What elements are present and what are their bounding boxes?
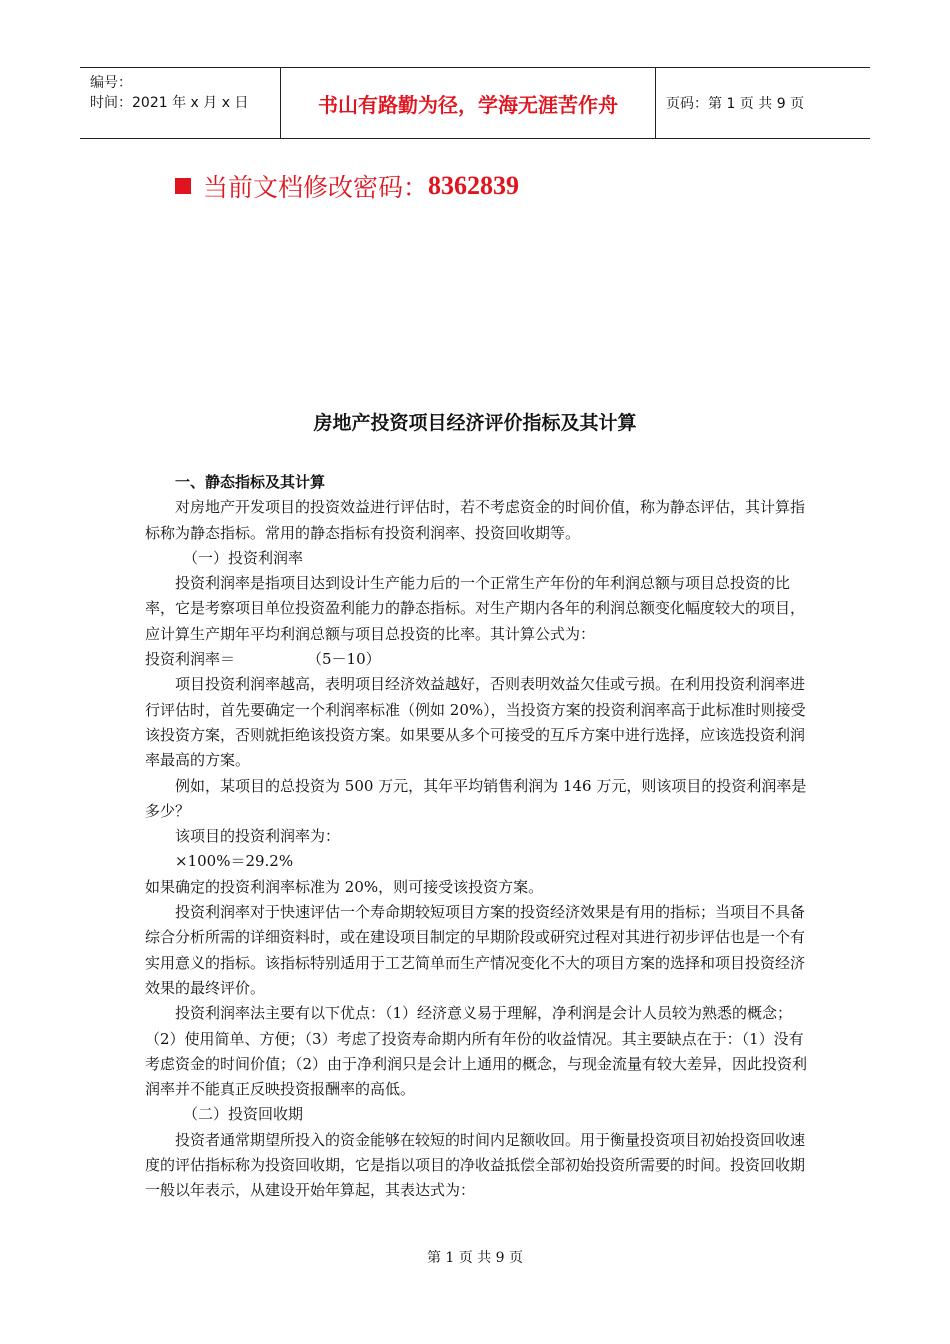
paragraph: 该项目的投资利润率为： (175, 827, 341, 846)
paragraph: 投资者通常期望所投入的资金能够在较短的时间内足额收回。用于衡量投资项目初始投资回收速度的评估指标称为投资回收期，它是指以项目的净收益抵偿全部初始投资所需要的时间。投资回收期一般以年表示，从建设开始年算起，其表达式为： (145, 1130, 806, 1200)
password-line (175, 168, 519, 204)
paragraph: 对房地产开发项目的投资效益进行评估时，若不考虑资金的时间价值，称为静态评估，其计算指标称为静态指标。常用的静态指标有投资利润率、投资回收期等。 (145, 498, 806, 542)
paragraph: 例如，某项目的总投资为 500 万元，其年平均销售利润为 146 万元，则该项目的投资利润率是多少？ (145, 776, 807, 820)
header-motto: 书山有路勤为径，学海无涯苦作舟 (280, 68, 656, 138)
formula-left: 投资利润率＝ (145, 650, 236, 669)
header-page-info: 页码：第 1 页 共 9 页 (666, 96, 805, 112)
subsection-heading: （二）投资回收期 (183, 1105, 304, 1124)
paragraph: 投资利润率对于快速评估一个寿命期较短项目方案的投资经济效果是有用的指标；当项目不具备综合分析所需的详细资料时，或在建设项目制定的早期阶段或研究过程对其进行初步评估也是一个有实用意义的指标。该指标特别适用于工艺简单而生产情况变化不大的项目方案的选择和项目投资经济效果的最终评价。 (145, 903, 806, 997)
header-meta (80, 68, 280, 138)
document-body (145, 470, 810, 1204)
page-footer: 第 1 页 共 9 页 (426, 1250, 524, 1266)
section-heading: 一、静态指标及其计算 (175, 473, 326, 491)
number-label: 编号： (90, 75, 132, 91)
document-title: 房地产投资项目经济评价指标及其计算 (313, 412, 637, 434)
subsection-heading: （一）投资利润率 (183, 548, 304, 567)
paragraph: 投资利润率是指项目达到设计生产能力后的一个正常生产年份的年利润总额与项目总投资的比率，它是考察项目单位投资盈利能力的静态指标。对生产期内各年的利润总额变化幅度较大的项目，应计算生产期年平均利润总额与项目总投资的比率。其计算公式为： (145, 574, 806, 643)
paragraph: 如果确定的投资利润率标准为 20%，则可接受该投资方案。 (145, 877, 544, 896)
password-label: 当前文档修改密码： (203, 173, 429, 202)
paragraph: 项目投资利润率越高，表明项目经济效益越好，否则表明效益欠佳或亏损。在利用投资利润率进行评估时，首先要确定一个利润率标准（例如 20%），当投资方案的投资利润率高于此标准时则接受该投资方案，否则就拒绝该投资方案。如果要从多个可接受的互斥方案中进行选择，应该选投资利润率最高的方案。 (145, 675, 806, 770)
page-header (80, 67, 870, 139)
date-label: 时间：2021 年 x 月 x 日 (90, 95, 249, 111)
paragraph: ×100%＝29.2% (175, 852, 294, 871)
square-bullet-icon (175, 178, 191, 194)
formula-line (145, 647, 810, 672)
formula-number: （5－10） (307, 650, 381, 669)
password-value: 8362839 (428, 171, 520, 200)
paragraph: 投资利润率法主要有以下优点：（1）经济意义易于理解，净利润是会计人员较为熟悉的概念；（2）使用简单、方便；（3）考虑了投资寿命期内所有年份的收益情况。其主要缺点在于：（1）没有考虑资金的时间价值；（2）由于净利润只是会计上通用的概念，与现金流量有较大差异，因此投资利润率并不能真正反映投资报酬率的高低。 (145, 1004, 808, 1099)
